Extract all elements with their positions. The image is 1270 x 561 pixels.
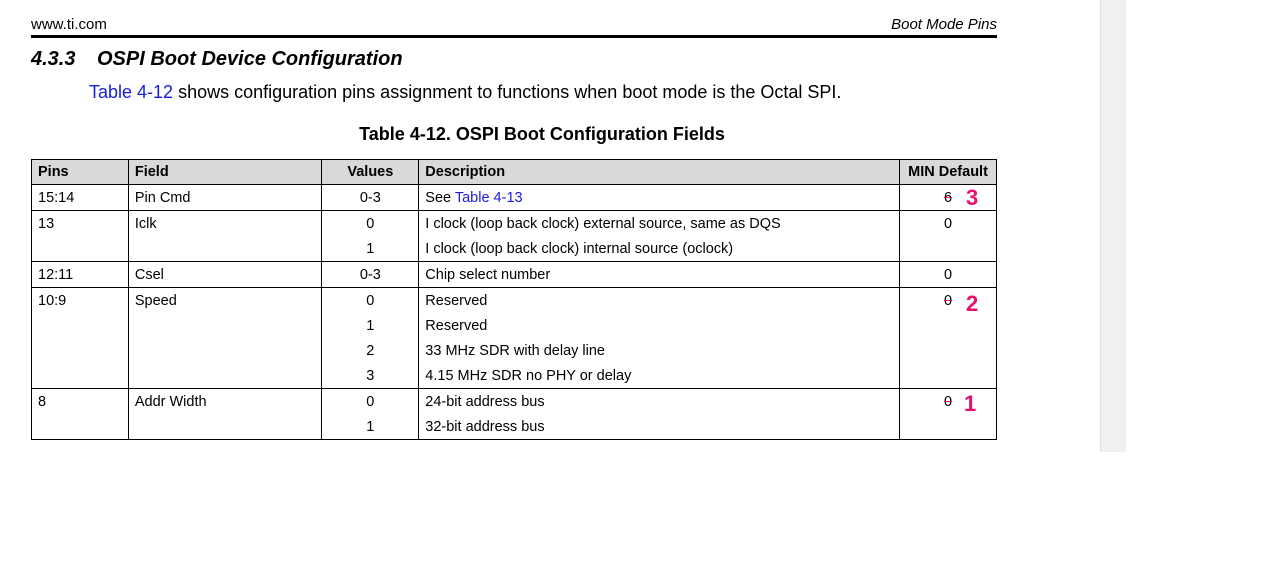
page-header <box>31 0 997 38</box>
table-row <box>32 338 997 363</box>
cell-min-default: 0 <box>900 262 997 288</box>
cell-description: Reserved <box>419 288 900 314</box>
cell-value: 2 <box>322 338 419 363</box>
table-row <box>32 185 997 211</box>
cell-min-default <box>900 338 997 363</box>
cell-description: 24-bit address bus <box>419 389 900 415</box>
table-row <box>32 414 997 440</box>
cell-value: 0 <box>322 389 419 415</box>
cell-description: I clock (loop back clock) external source, same as DQS <box>419 211 900 237</box>
cell-min-default <box>900 185 997 211</box>
cell-pins <box>32 414 129 440</box>
cell-description: Reserved <box>419 313 900 338</box>
cell-description: 4.15 MHz SDR no PHY or delay <box>419 363 900 389</box>
col-header-pins: Pins <box>32 160 129 185</box>
min-default-value: 0 <box>944 393 953 410</box>
cell-min-default <box>900 236 997 262</box>
cell-pins: 12:11 <box>32 262 129 288</box>
cell-min-default: 0 <box>900 211 997 237</box>
cell-pins <box>32 313 129 338</box>
cell-description: 33 MHz SDR with delay line <box>419 338 900 363</box>
annotation-marker: 1 <box>964 390 977 416</box>
table-row <box>32 211 997 237</box>
cell-min-default <box>900 414 997 440</box>
cell-description: Chip select number <box>419 262 900 288</box>
cell-value: 0 <box>322 211 419 237</box>
desc-prefix: See <box>425 189 455 206</box>
cell-min-default <box>900 313 997 338</box>
cell-value: 0-3 <box>322 185 419 211</box>
cell-value: 1 <box>322 313 419 338</box>
table-row <box>32 313 997 338</box>
cell-min-default <box>900 288 997 314</box>
section-title: OSPI Boot Device Configuration <box>97 48 403 70</box>
cell-field <box>128 313 322 338</box>
annotation-marker: 2 <box>966 290 979 316</box>
cell-value: 1 <box>322 236 419 262</box>
col-header-values: Values <box>322 160 419 185</box>
section-heading <box>31 48 403 71</box>
cell-pins: 8 <box>32 389 129 415</box>
table-row <box>32 389 997 415</box>
col-header-min-default: MIN Default <box>900 160 997 185</box>
table-header-row <box>32 160 997 185</box>
cell-field <box>128 338 322 363</box>
intro-paragraph <box>89 82 841 103</box>
cell-description <box>419 185 900 211</box>
table-row <box>32 288 997 314</box>
cell-field: Addr Width <box>128 389 322 415</box>
cell-value: 0-3 <box>322 262 419 288</box>
table-row <box>32 363 997 389</box>
header-section-title: Boot Mode Pins <box>891 16 997 33</box>
col-header-description: Description <box>419 160 900 185</box>
cell-pins <box>32 338 129 363</box>
cell-value: 3 <box>322 363 419 389</box>
cell-field: Iclk <box>128 211 322 237</box>
header-site-url[interactable]: www.ti.com <box>31 16 107 33</box>
table-row <box>32 236 997 262</box>
cell-field: Speed <box>128 288 322 314</box>
cell-field: Pin Cmd <box>128 185 322 211</box>
table-caption: Table 4-12. OSPI Boot Configuration Fields <box>359 124 725 144</box>
cell-value: 1 <box>322 414 419 440</box>
cell-field <box>128 414 322 440</box>
cell-min-default <box>900 363 997 389</box>
annotation-marker: 3 <box>966 184 979 210</box>
intro-text: shows configuration pins assignment to functions when boot mode is the Octal SPI. <box>173 82 842 102</box>
cell-value: 0 <box>322 288 419 314</box>
cell-pins: 10:9 <box>32 288 129 314</box>
cell-min-default <box>900 389 997 415</box>
ospi-config-table <box>31 159 997 440</box>
cell-pins <box>32 363 129 389</box>
table-4-13-link[interactable]: Table 4-13 <box>454 189 523 206</box>
table-row <box>32 262 997 288</box>
cell-field: Csel <box>128 262 322 288</box>
section-number: 4.3.3 <box>31 48 76 70</box>
cell-description: I clock (loop back clock) internal source (oclock) <box>419 236 900 262</box>
table-4-12-link[interactable]: Table 4-12 <box>89 82 174 102</box>
col-header-field: Field <box>128 160 322 185</box>
cell-description: 32-bit address bus <box>419 414 900 440</box>
min-default-value: 0 <box>944 292 953 309</box>
scrollbar-track[interactable] <box>1100 0 1126 452</box>
cell-pins: 15:14 <box>32 185 129 211</box>
cell-pins <box>32 236 129 262</box>
min-default-value: 6 <box>944 189 953 206</box>
cell-pins: 13 <box>32 211 129 237</box>
cell-field <box>128 363 322 389</box>
cell-field <box>128 236 322 262</box>
